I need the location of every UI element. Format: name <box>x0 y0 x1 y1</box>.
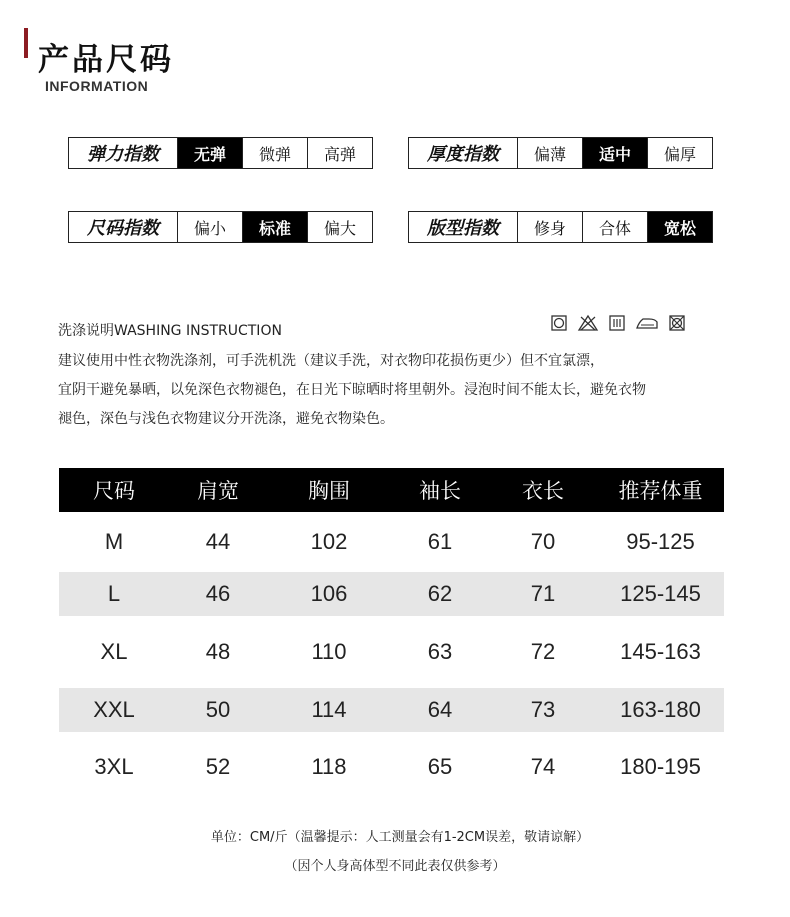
no-tumble-dry-icon <box>668 314 686 332</box>
table-cell: 63 <box>427 639 453 664</box>
line-dry-icon <box>608 314 626 332</box>
washing-line: 宜阴干避免暴晒，以免深色衣物褪色，在日光下晾晒时将里朝外。浸泡时间不能太长，避免衣物 <box>58 382 646 398</box>
table-cell: 74 <box>530 754 556 779</box>
washing-title: 洗涤说明WASHING INSTRUCTION <box>58 323 282 339</box>
table-cell: 95-125 <box>626 529 695 554</box>
index-option: 适中 <box>583 138 648 168</box>
table-cell: 70 <box>530 529 556 554</box>
index-option: 标准 <box>243 212 308 242</box>
index-label: 厚度指数 <box>409 138 518 168</box>
table-cell: 180-195 <box>620 754 701 779</box>
table-cell: 163-180 <box>620 697 701 722</box>
index-label: 版型指数 <box>409 212 518 242</box>
table-cell: 65 <box>427 754 453 779</box>
table-cell: XL <box>100 639 128 664</box>
table-cell: 61 <box>427 529 453 554</box>
table-row <box>59 688 724 732</box>
iron-icon <box>635 314 659 332</box>
table-cell: M <box>104 529 124 554</box>
index-option: 合体 <box>583 212 648 242</box>
washing-line: 褪色，深色与浅色衣物建议分开洗涤，避免衣物染色。 <box>58 411 394 427</box>
table-cell: 102 <box>310 529 348 554</box>
table-cell: 125-145 <box>620 581 701 606</box>
fabric-indices <box>0 0 790 260</box>
no-wringing-icon <box>550 314 568 332</box>
unit-note: 单位：CM/斤（温馨提示：人工测量会有1-2CM误差，敬请谅解） <box>210 830 590 845</box>
column-header: 肩宽 <box>197 479 239 503</box>
table-cell: 106 <box>310 581 348 606</box>
reference-note: （因个人身高体型不同此表仅供参考） <box>284 859 506 874</box>
table-cell: 44 <box>205 529 231 554</box>
table-row <box>59 572 724 616</box>
table-cell: 50 <box>205 697 231 722</box>
table-cell: 71 <box>530 581 556 606</box>
washing-instructions <box>58 347 748 434</box>
index-option: 偏大 <box>323 218 356 238</box>
column-header: 尺码 <box>93 479 135 503</box>
index-option: 偏薄 <box>518 138 583 168</box>
index-label: 尺码指数 <box>69 212 178 242</box>
table-cell: 64 <box>427 697 453 722</box>
page-subtitle: INFORMATION <box>45 78 149 94</box>
table-row <box>59 616 724 688</box>
table-cell: 145-163 <box>620 639 701 664</box>
table-cell: 46 <box>205 581 231 606</box>
elasticity-index <box>68 137 373 169</box>
table-cell: 48 <box>205 639 231 664</box>
index-label: 弹力指数 <box>69 138 178 168</box>
table-cell: 114 <box>311 697 347 722</box>
column-header: 衣长 <box>522 479 564 503</box>
size-index <box>68 211 373 243</box>
fit-index <box>408 211 713 243</box>
table-cell: XXL <box>93 697 135 722</box>
table-cell: 3XL <box>94 754 134 779</box>
column-header: 袖长 <box>419 479 461 503</box>
table-cell: 72 <box>530 639 556 664</box>
index-option: 高弹 <box>323 144 356 164</box>
washing-line: 建议使用中性衣物洗涤剂，可手洗机洗（建议手洗，对衣物印花损伤更少）但不宜氯漂， <box>58 353 604 369</box>
table-cell: 73 <box>530 697 556 722</box>
size-table <box>59 468 724 802</box>
thickness-index <box>408 137 713 169</box>
care-icons <box>550 314 686 332</box>
table-cell: L <box>107 581 121 606</box>
table-cell: 52 <box>205 754 231 779</box>
table-row <box>59 732 724 802</box>
index-option: 无弹 <box>178 138 243 168</box>
column-header: 胸围 <box>308 479 350 503</box>
no-bleach-icon <box>577 314 599 332</box>
table-row <box>59 512 724 572</box>
index-option: 微弹 <box>243 138 308 168</box>
index-option: 修身 <box>518 212 583 242</box>
table-header <box>59 468 724 512</box>
index-option: 偏小 <box>178 212 243 242</box>
table-cell: 118 <box>311 754 347 779</box>
page-title: 产品尺码 <box>38 42 174 78</box>
table-cell: 110 <box>311 639 347 664</box>
index-option: 宽松 <box>648 212 712 242</box>
table-cell: 62 <box>427 581 453 606</box>
column-header: 推荐体重 <box>618 479 703 503</box>
index-option: 偏厚 <box>663 144 696 164</box>
